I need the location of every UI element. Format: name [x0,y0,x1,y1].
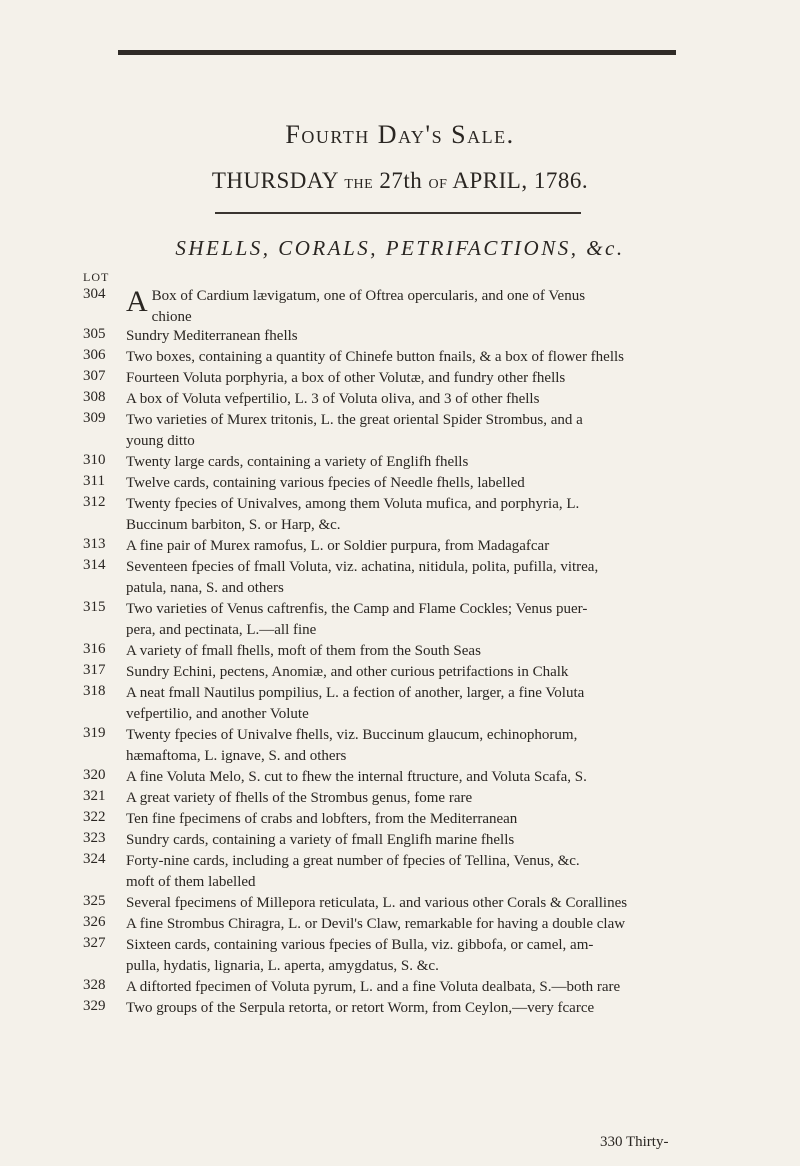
description-line: Sundry Mediterranean fhells [126,328,298,344]
description-line: Two boxes, containing a quantity of Chinefe button fnails, & a box of flower fhells [126,349,625,365]
lot-description [126,998,726,1019]
description-line: A diftorted fpecimen of Voluta pyrum, L. and a fine Voluta dealbata, S.—both rare [126,979,621,995]
lot-number: 304 [83,286,106,302]
description-line: A fine Voluta Melo, S. cut to fhew the internal ftructure, and Voluta Scafa, S. [126,769,587,785]
lot-description [126,662,726,683]
lot-number: 328 [83,977,106,993]
description-line: Buccinum barbiton, S. or Harp, &c. [126,517,341,533]
description-line: pera, and pectinata, L.—all fine [126,622,317,638]
lot-number: 322 [83,809,106,825]
lot-description [126,767,726,788]
lot-number: 308 [83,389,106,405]
page-title: Fourth Day's Sale. [285,120,515,149]
lot-number: 316 [83,641,106,657]
lot-description [126,893,726,914]
description-line: patula, nana, S. and others [126,580,284,596]
lot-number: 319 [83,725,106,741]
lot-number: 305 [83,326,106,342]
lot-number: 317 [83,662,106,678]
lot-number: 320 [83,767,106,783]
catchword: 330 Thirty- [600,1134,669,1150]
lot-description [126,389,726,410]
description-line: A great variety of fhells of the Strombus genus, fome rare [126,790,473,806]
lot-number: 313 [83,536,106,552]
lot-number: 311 [83,473,105,489]
description-line: young ditto [126,433,195,449]
description-line: hæmaftoma, L. ignave, S. and others [126,748,347,764]
lot-number: 310 [83,452,106,468]
description-line: Two varieties of Venus caftrenfis, the Camp and Flame Cockles; Venus puer- [126,601,588,617]
description-line: Sundry cards, containing a variety of fmall Englifh marine fhells [126,832,515,848]
description-line: Two groups of the Serpula retorta, or retort Worm, from Ceylon,—very fcarce [126,1000,595,1016]
lot-description [126,494,726,536]
lot-column-label: LOT [83,270,110,284]
drop-cap: A [126,285,148,318]
lot-description [126,286,726,328]
lot-description [126,326,726,347]
description-line: Ten fine fpecimens of crabs and lobfters, from the Mediterranean [126,811,518,827]
lot-description [126,599,726,641]
lot-description [126,368,726,389]
description-line: moft of them labelled [126,874,256,890]
description-line: A fine pair of Murex ramofus, L. or Soldier purpura, from Madagafcar [126,538,550,554]
description-line: vefpertilio, and another Volute [126,706,309,722]
lot-description [126,914,726,935]
lot-description [126,452,726,473]
lot-number: 318 [83,683,106,699]
lot-description [126,410,726,452]
description-line: Twenty large cards, containing a variety of Englifh fhells [126,454,469,470]
section-heading: SHELLS, CORALS, PETRIFACTIONS, &c. [175,236,625,260]
description-line: Sixteen cards, containing various fpecies of Bulla, viz. gibbofa, or camel, am- [126,937,594,953]
lot-number: 329 [83,998,106,1014]
lot-description [126,809,726,830]
lot-number: 306 [83,347,106,363]
lot-number: 324 [83,851,106,867]
description-line: Fourteen Voluta porphyria, a box of other Volutæ, and fundry other fhells [126,370,566,386]
description-line: Several fpecimens of Millepora reticulata, L. and various other Corals & Corallines [126,895,628,911]
lot-description [126,347,726,368]
lot-description [126,830,726,851]
description-line: Box of Cardium lævigatum, one of Oftrea opercularis, and one of Venus [151,288,586,304]
description-line: A variety of fmall fhells, moft of them from the South Seas [126,643,481,659]
lot-description [126,977,726,998]
lot-number: 312 [83,494,106,510]
lot-number: 314 [83,557,106,573]
lot-number: 323 [83,830,106,846]
lot-description [126,641,726,662]
date-month: APRIL, [452,168,528,193]
lot-description [126,935,726,977]
description-line: A box of Voluta vefpertilio, L. 3 of Voluta oliva, and 3 of other fhells [126,391,540,407]
lot-description [126,473,726,494]
lot-number: 307 [83,368,106,384]
description-line: chione [151,309,192,325]
lot-description [126,683,726,725]
lot-description [126,788,726,809]
date-day: 27th [379,168,423,193]
lot-description [126,851,726,893]
description-line: Sundry Echini, pectens, Anomiæ, and other curious petrifactions in Chalk [126,664,569,680]
lot-number: 327 [83,935,106,951]
description-line: pulla, hydatis, lignaria, L. aperta, amygdatus, S. &c. [126,958,439,974]
description-line: Two varieties of Murex tritonis, L. the great oriental Spider Strombus, and a [126,412,583,428]
description-line: Twelve cards, containing various fpecies of Needle fhells, labelled [126,475,525,491]
description-line: Seventeen fpecies of fmall Voluta, viz. achatina, nitidula, polita, pufilla, vitrea, [126,559,599,575]
lot-number: 326 [83,914,106,930]
date-of: of [428,171,448,193]
date-the: the [344,171,374,193]
lot-description [126,557,726,599]
description-line: Forty-nine cards, including a great number of fpecies of Tellina, Venus, &c. [126,853,580,869]
description-line: A neat fmall Nautilus pompilius, L. a fection of another, larger, a fine Voluta [126,685,585,701]
date-year: 1786. [533,168,589,193]
lot-description [126,536,726,557]
lot-number: 315 [83,599,106,615]
lot-number: 321 [83,788,106,804]
description-line: A fine Strombus Chiragra, L. or Devil's Claw, remarkable for having a double claw [126,916,626,932]
lot-description [126,725,726,767]
description-line: Twenty fpecies of Univalve fhells, viz. Buccinum glaucum, echinophorum, [126,727,578,743]
date-weekday: THURSDAY [211,168,339,193]
lot-number: 309 [83,410,106,426]
description-line: Twenty fpecies of Univalves, among them Voluta mufica, and porphyria, L. [126,496,580,512]
lot-number: 325 [83,893,106,909]
